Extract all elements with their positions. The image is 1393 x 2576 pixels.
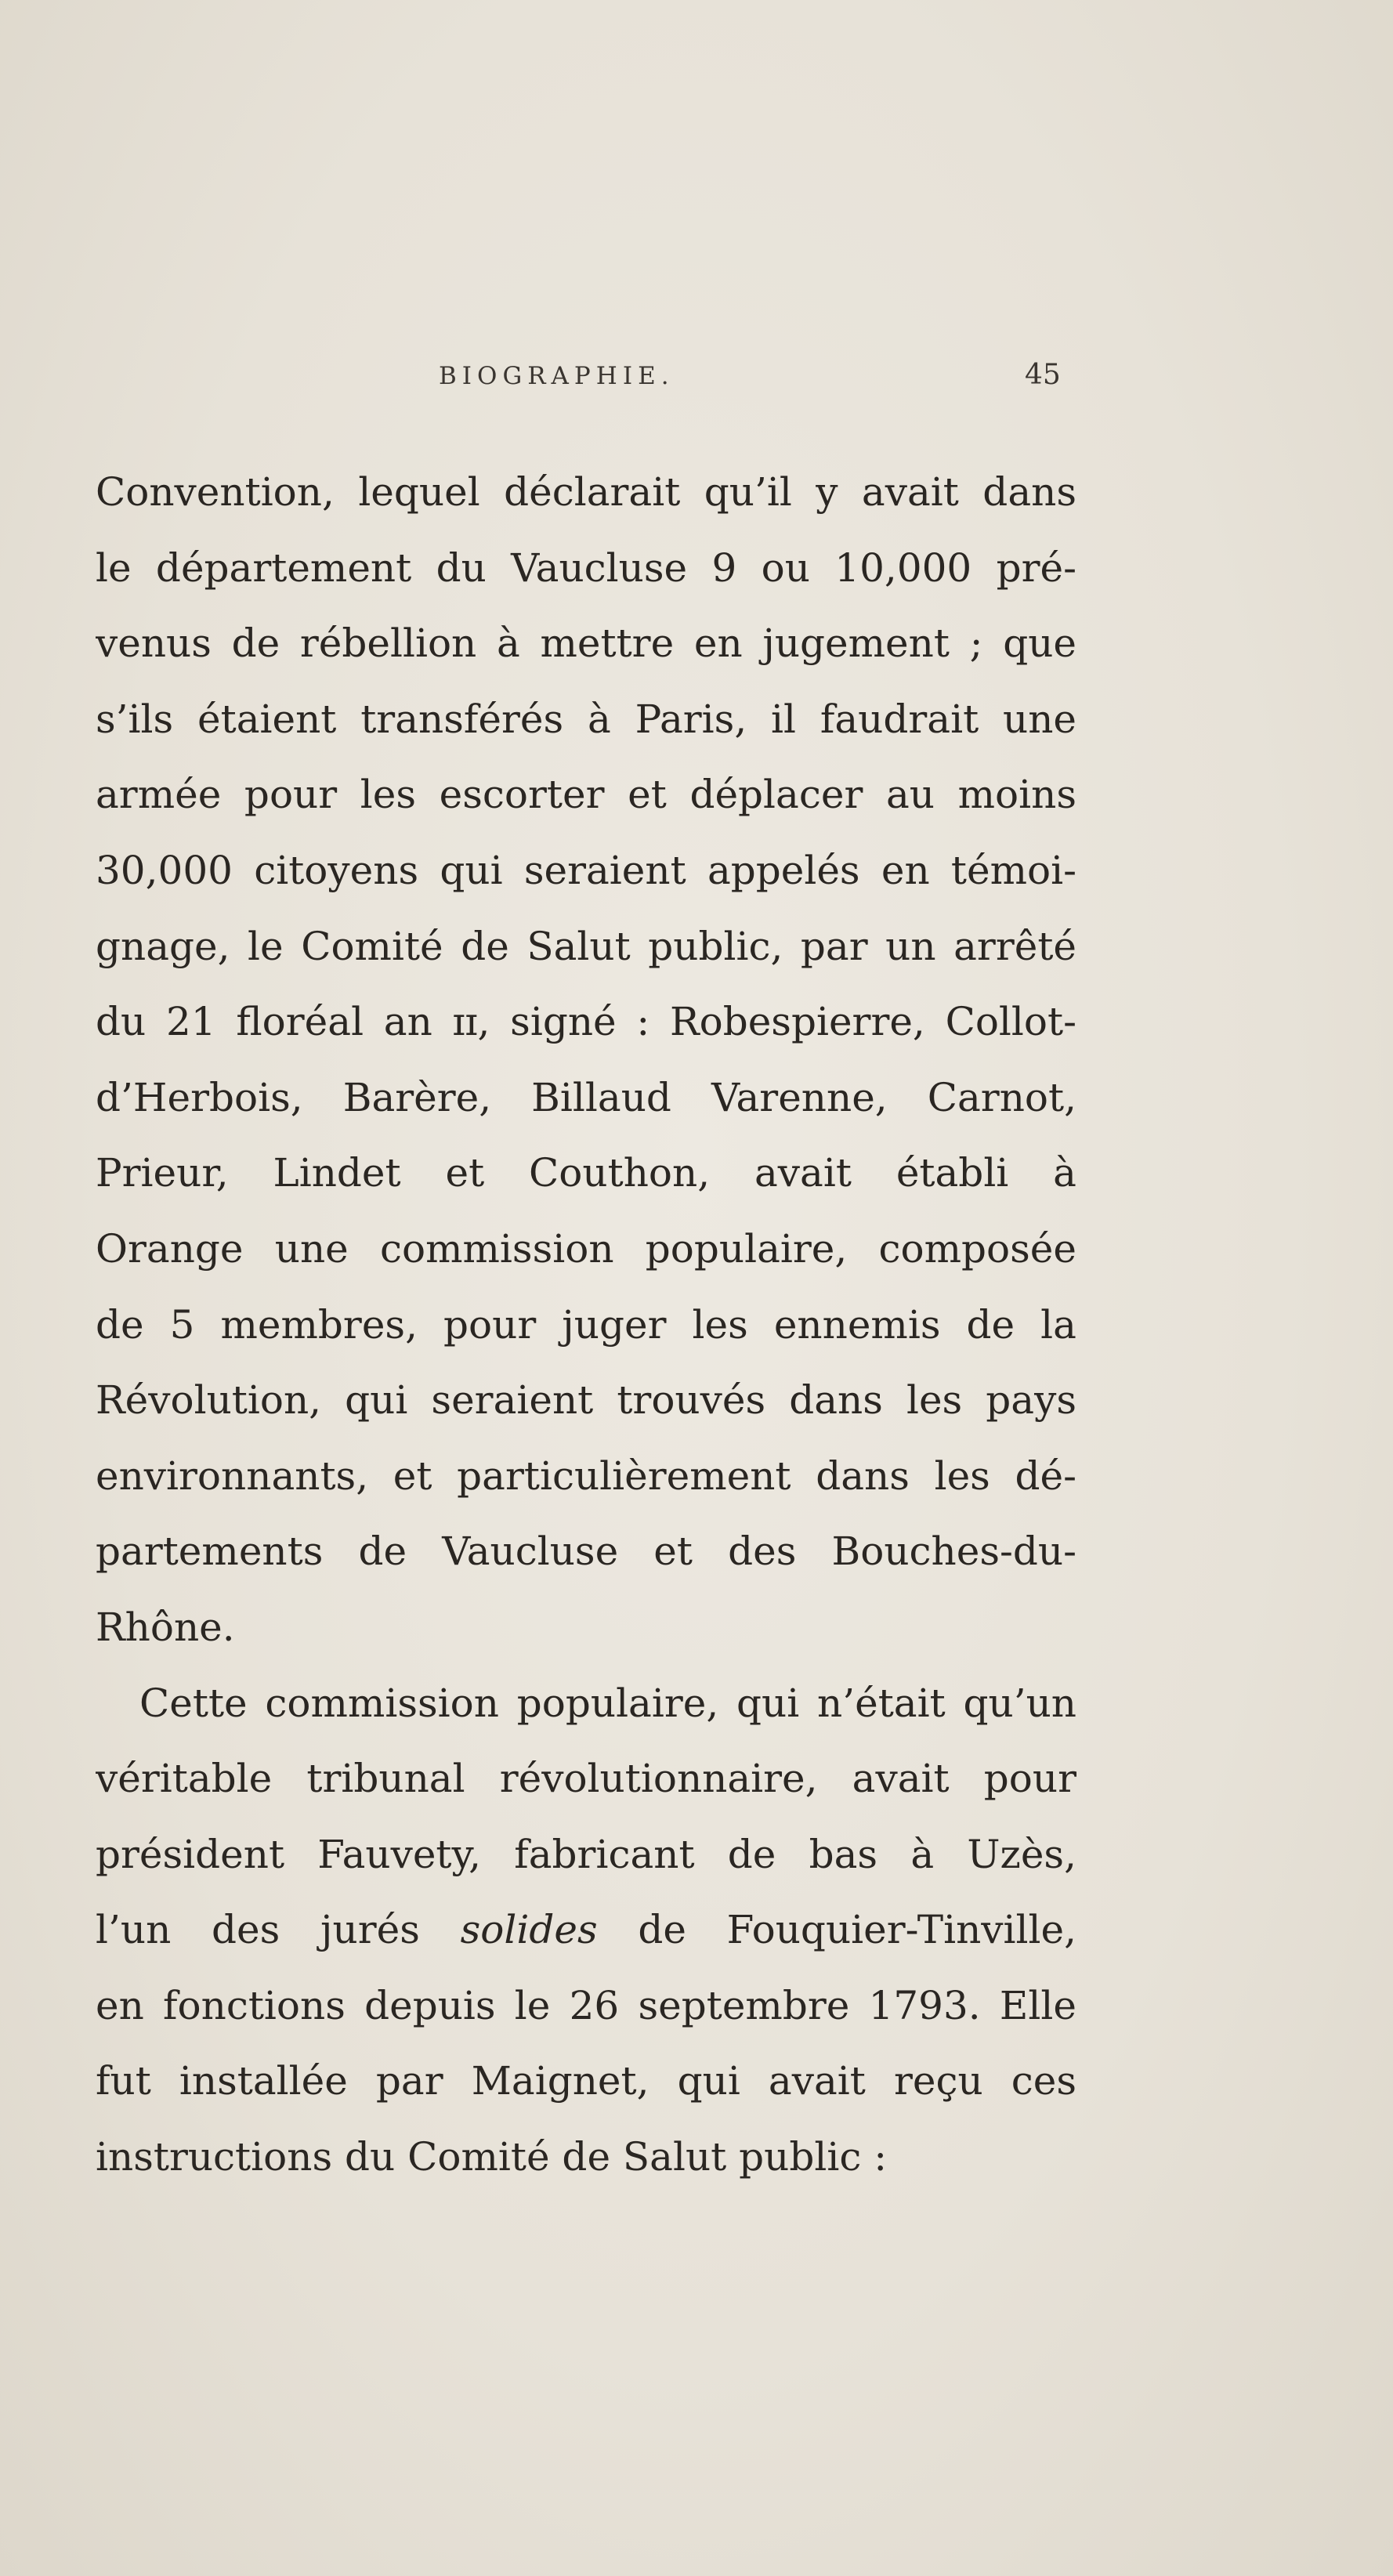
text-line: Prieur, Lindet et Couthon, avait établi à (96, 1150, 1076, 1196)
text-run: l’un des jurés (96, 1907, 461, 1953)
text-line: de 5 membres, pour juger les ennemis de la (96, 1301, 1076, 1348)
text-line-mixed (96, 1892, 1076, 1968)
paragraph-2 (96, 1666, 1076, 2195)
text-line: Orange une commission populaire, composée (96, 1225, 1076, 1272)
text-line: Convention, lequel déclarait qu’il y avait dans (96, 469, 1076, 515)
text-line: instructions du Comité de Salut public : (96, 2134, 888, 2180)
text-line: venus de rébellion à mettre en jugement ; que (96, 620, 1076, 667)
body-text (96, 454, 1076, 2195)
text-line: armée pour les escorter et déplacer au moins (96, 772, 1076, 818)
text-line: le département du Vaucluse 9 ou 10,000 pré- (96, 545, 1076, 591)
text-run: de Fouquier-Tinville, (597, 1907, 1076, 1953)
running-head (0, 359, 1393, 401)
text-line: partements de Vaucluse et des Bouches-du- (96, 1529, 1076, 1575)
text-line: Rhône. (96, 1604, 235, 1650)
paragraph-1 (96, 454, 1076, 1666)
text-line: Révolution, qui seraient trouvés dans les pays (96, 1377, 1076, 1424)
running-title: BIOGRAPHIE. (439, 362, 675, 390)
text-line: environnants, et particulièrement dans les dé- (96, 1453, 1076, 1499)
text-line: d’Herbois, Barère, Billaud Varenne, Carnot, (96, 1074, 1076, 1120)
text-line: du 21 floréal an ɪɪ, signé : Robespierre, Collot- (96, 999, 1076, 1045)
text-line: fut installée par Maignet, qui avait reçu ces (96, 2058, 1076, 2104)
text-line: en fonctions depuis le 26 septembre 1793. Elle (96, 1982, 1076, 2028)
text-line: véritable tribunal révolutionnaire, avait pour (96, 1756, 1076, 1802)
text-line: 30,000 citoyens qui seraient appelés en témoi- (96, 847, 1076, 893)
text-line: s’ils étaient transférés à Paris, il faudrait une (96, 696, 1076, 742)
text-line: Cette commission populaire, qui n’était qu’un (139, 1680, 1076, 1726)
italic-emphasis: solides (460, 1907, 598, 1953)
text-line: gnage, le Comité de Salut public, par un arrêté (96, 923, 1076, 969)
text-line: président Fauvety, fabricant de bas à Uzès, (96, 1831, 1076, 1877)
page-number: 45 (1025, 359, 1061, 391)
